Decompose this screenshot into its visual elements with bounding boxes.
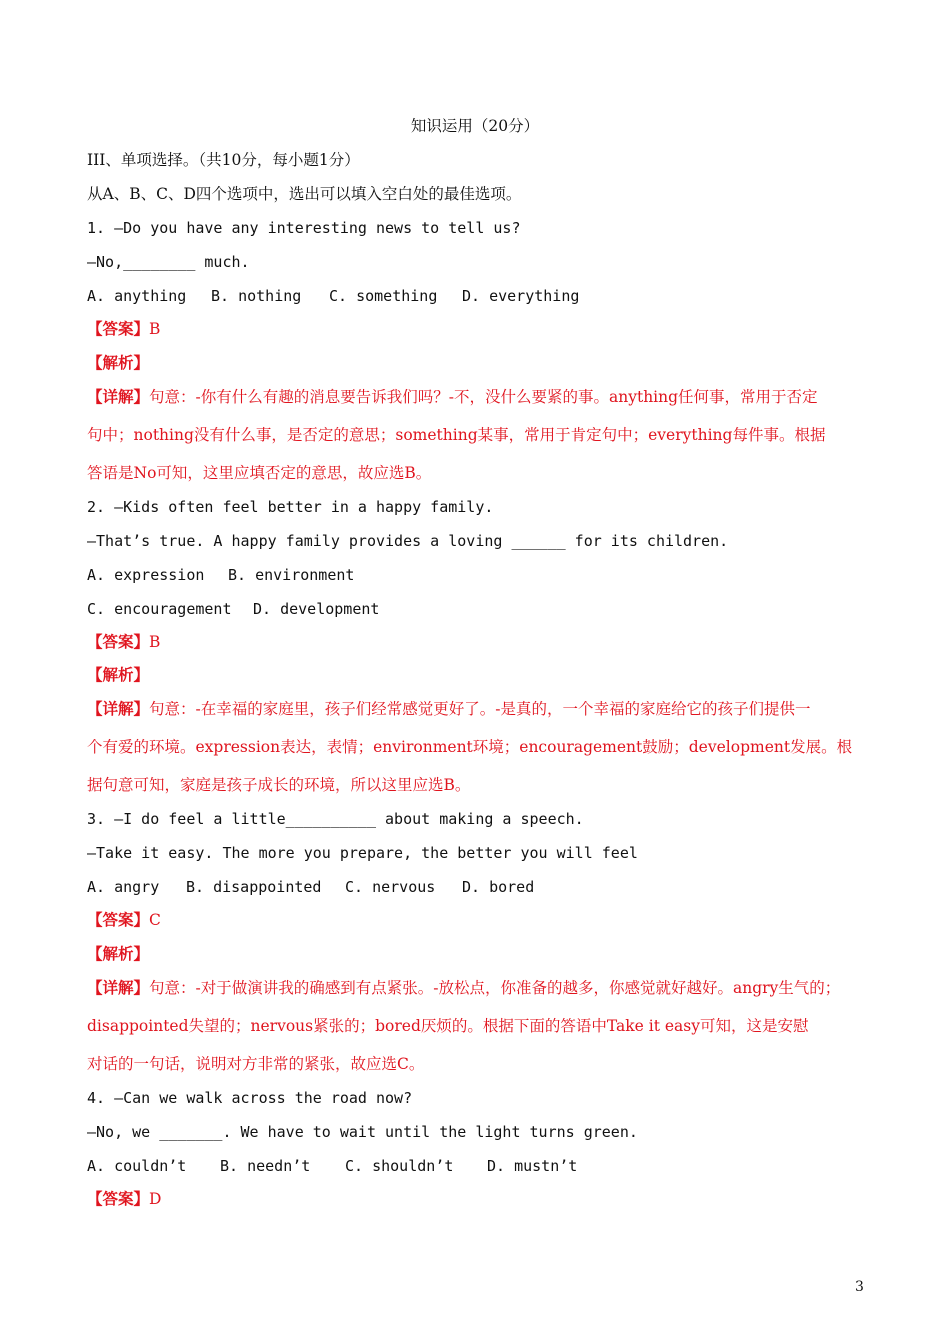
- option-d: D. mustn’t: [487, 1157, 578, 1175]
- detail-text: 句意：-你有什么有趣的消息要告诉我们吗？-不，没什么要紧的事。anything任何事，常用于否定: [149, 388, 818, 406]
- question-2-detail-line-3: 据句意可知，家庭是孩子成长的环境，所以这里应选B。: [87, 776, 471, 794]
- question-1-analysis-label: 【解析】: [87, 353, 150, 372]
- option-c: C. nervous: [345, 878, 436, 896]
- answer-value: C: [149, 911, 161, 929]
- instruction: 从A、B、C、D四个选项中，选出可以填入空白处的最佳选项。: [87, 185, 522, 203]
- question-1-reply: —No,________ much.: [87, 253, 250, 271]
- question-2-options-row-1: [87, 565, 354, 585]
- question-3-answer: [87, 910, 161, 930]
- question-4-answer: [87, 1189, 161, 1209]
- option-c: C. encouragement: [87, 600, 232, 618]
- question-3-options: [87, 877, 534, 897]
- question-3-detail-line-3: 对话的一句话，说明对方非常的紧张，故应选C。: [87, 1055, 425, 1073]
- option-d: D. everything: [462, 287, 580, 305]
- question-2-prompt: 2. —Kids often feel better in a happy family.: [87, 498, 494, 516]
- question-1-detail-line-2: 句中；nothing没有什么事，是否定的意思；something某事，常用于肯定句中；everything每件事。根据: [87, 426, 826, 444]
- answer-label: 【答案】: [87, 1189, 150, 1208]
- option-b: B. disappointed: [186, 878, 322, 896]
- answer-label: 【答案】: [87, 319, 150, 338]
- question-1-detail-line-1: [87, 387, 818, 407]
- detail-label: 【详解】: [87, 387, 150, 406]
- part-header: III、单项选择。（共10分，每小题1分）: [87, 151, 360, 169]
- question-2-detail-line-2: 个有爱的环境。expression表达，表情；environment环境；encouragement鼓励；development发展。根: [87, 738, 853, 756]
- question-2-detail-line-1: [87, 699, 811, 719]
- question-3-analysis-label: 【解析】: [87, 944, 150, 963]
- option-d: D. development: [253, 600, 380, 618]
- question-2-answer: [87, 632, 160, 652]
- option-b: B. nothing: [211, 287, 302, 305]
- question-4-reply: —No, we _______. We have to wait until the light turns green.: [87, 1123, 638, 1141]
- answer-value: B: [149, 320, 161, 338]
- option-a: A. angry: [87, 878, 160, 896]
- question-3-detail-line-2: disappointed失望的；nervous紧张的；bored厌烦的。根据下面的答语中Take it easy可知，这是安慰: [87, 1017, 809, 1035]
- answer-label: 【答案】: [87, 910, 150, 929]
- question-2-options-row-2: [87, 599, 379, 619]
- option-c: C. something: [329, 287, 438, 305]
- detail-text: 句意：-对于做演讲我的确感到有点紧张。-放松点，你准备的越多，你感觉就好越好。angry生气的；: [149, 979, 841, 997]
- option-d: D. bored: [462, 878, 535, 896]
- option-b: B. environment: [228, 566, 355, 584]
- question-4-prompt: 4. —Can we walk across the road now?: [87, 1089, 413, 1107]
- question-1-answer: [87, 319, 160, 339]
- answer-label: 【答案】: [87, 632, 150, 651]
- detail-label: 【详解】: [87, 699, 150, 718]
- page-number: 3: [855, 1279, 864, 1295]
- answer-value: B: [149, 633, 161, 651]
- option-b: B. needn’t: [220, 1157, 311, 1175]
- question-3-reply: —Take it easy. The more you prepare, the better you will feel: [87, 844, 638, 862]
- detail-text: 句意：-在幸福的家庭里，孩子们经常感觉更好了。-是真的，一个幸福的家庭给它的孩子们提供一: [149, 700, 811, 718]
- question-4-options: [87, 1156, 577, 1176]
- question-3-detail-line-1: [87, 978, 840, 998]
- question-1-prompt: 1. —Do you have any interesting news to tell us?: [87, 219, 521, 237]
- option-a: A. expression: [87, 566, 205, 584]
- question-1-detail-line-3: 答语是No可知，这里应填否定的意思，故应选B。: [87, 464, 432, 482]
- answer-value: D: [149, 1190, 162, 1208]
- question-3-prompt: 3. —I do feel a little__________ about making a speech.: [87, 810, 584, 828]
- option-a: A. couldn’t: [87, 1157, 187, 1175]
- question-1-options: [87, 286, 579, 306]
- detail-label: 【详解】: [87, 978, 150, 997]
- question-2-reply: —That’s true. A happy family provides a loving ______ for its children.: [87, 532, 729, 550]
- option-a: A. anything: [87, 287, 187, 305]
- question-2-analysis-label: 【解析】: [87, 665, 150, 684]
- option-c: C. shouldn’t: [345, 1157, 454, 1175]
- section-title: 知识运用（20分）: [410, 117, 540, 135]
